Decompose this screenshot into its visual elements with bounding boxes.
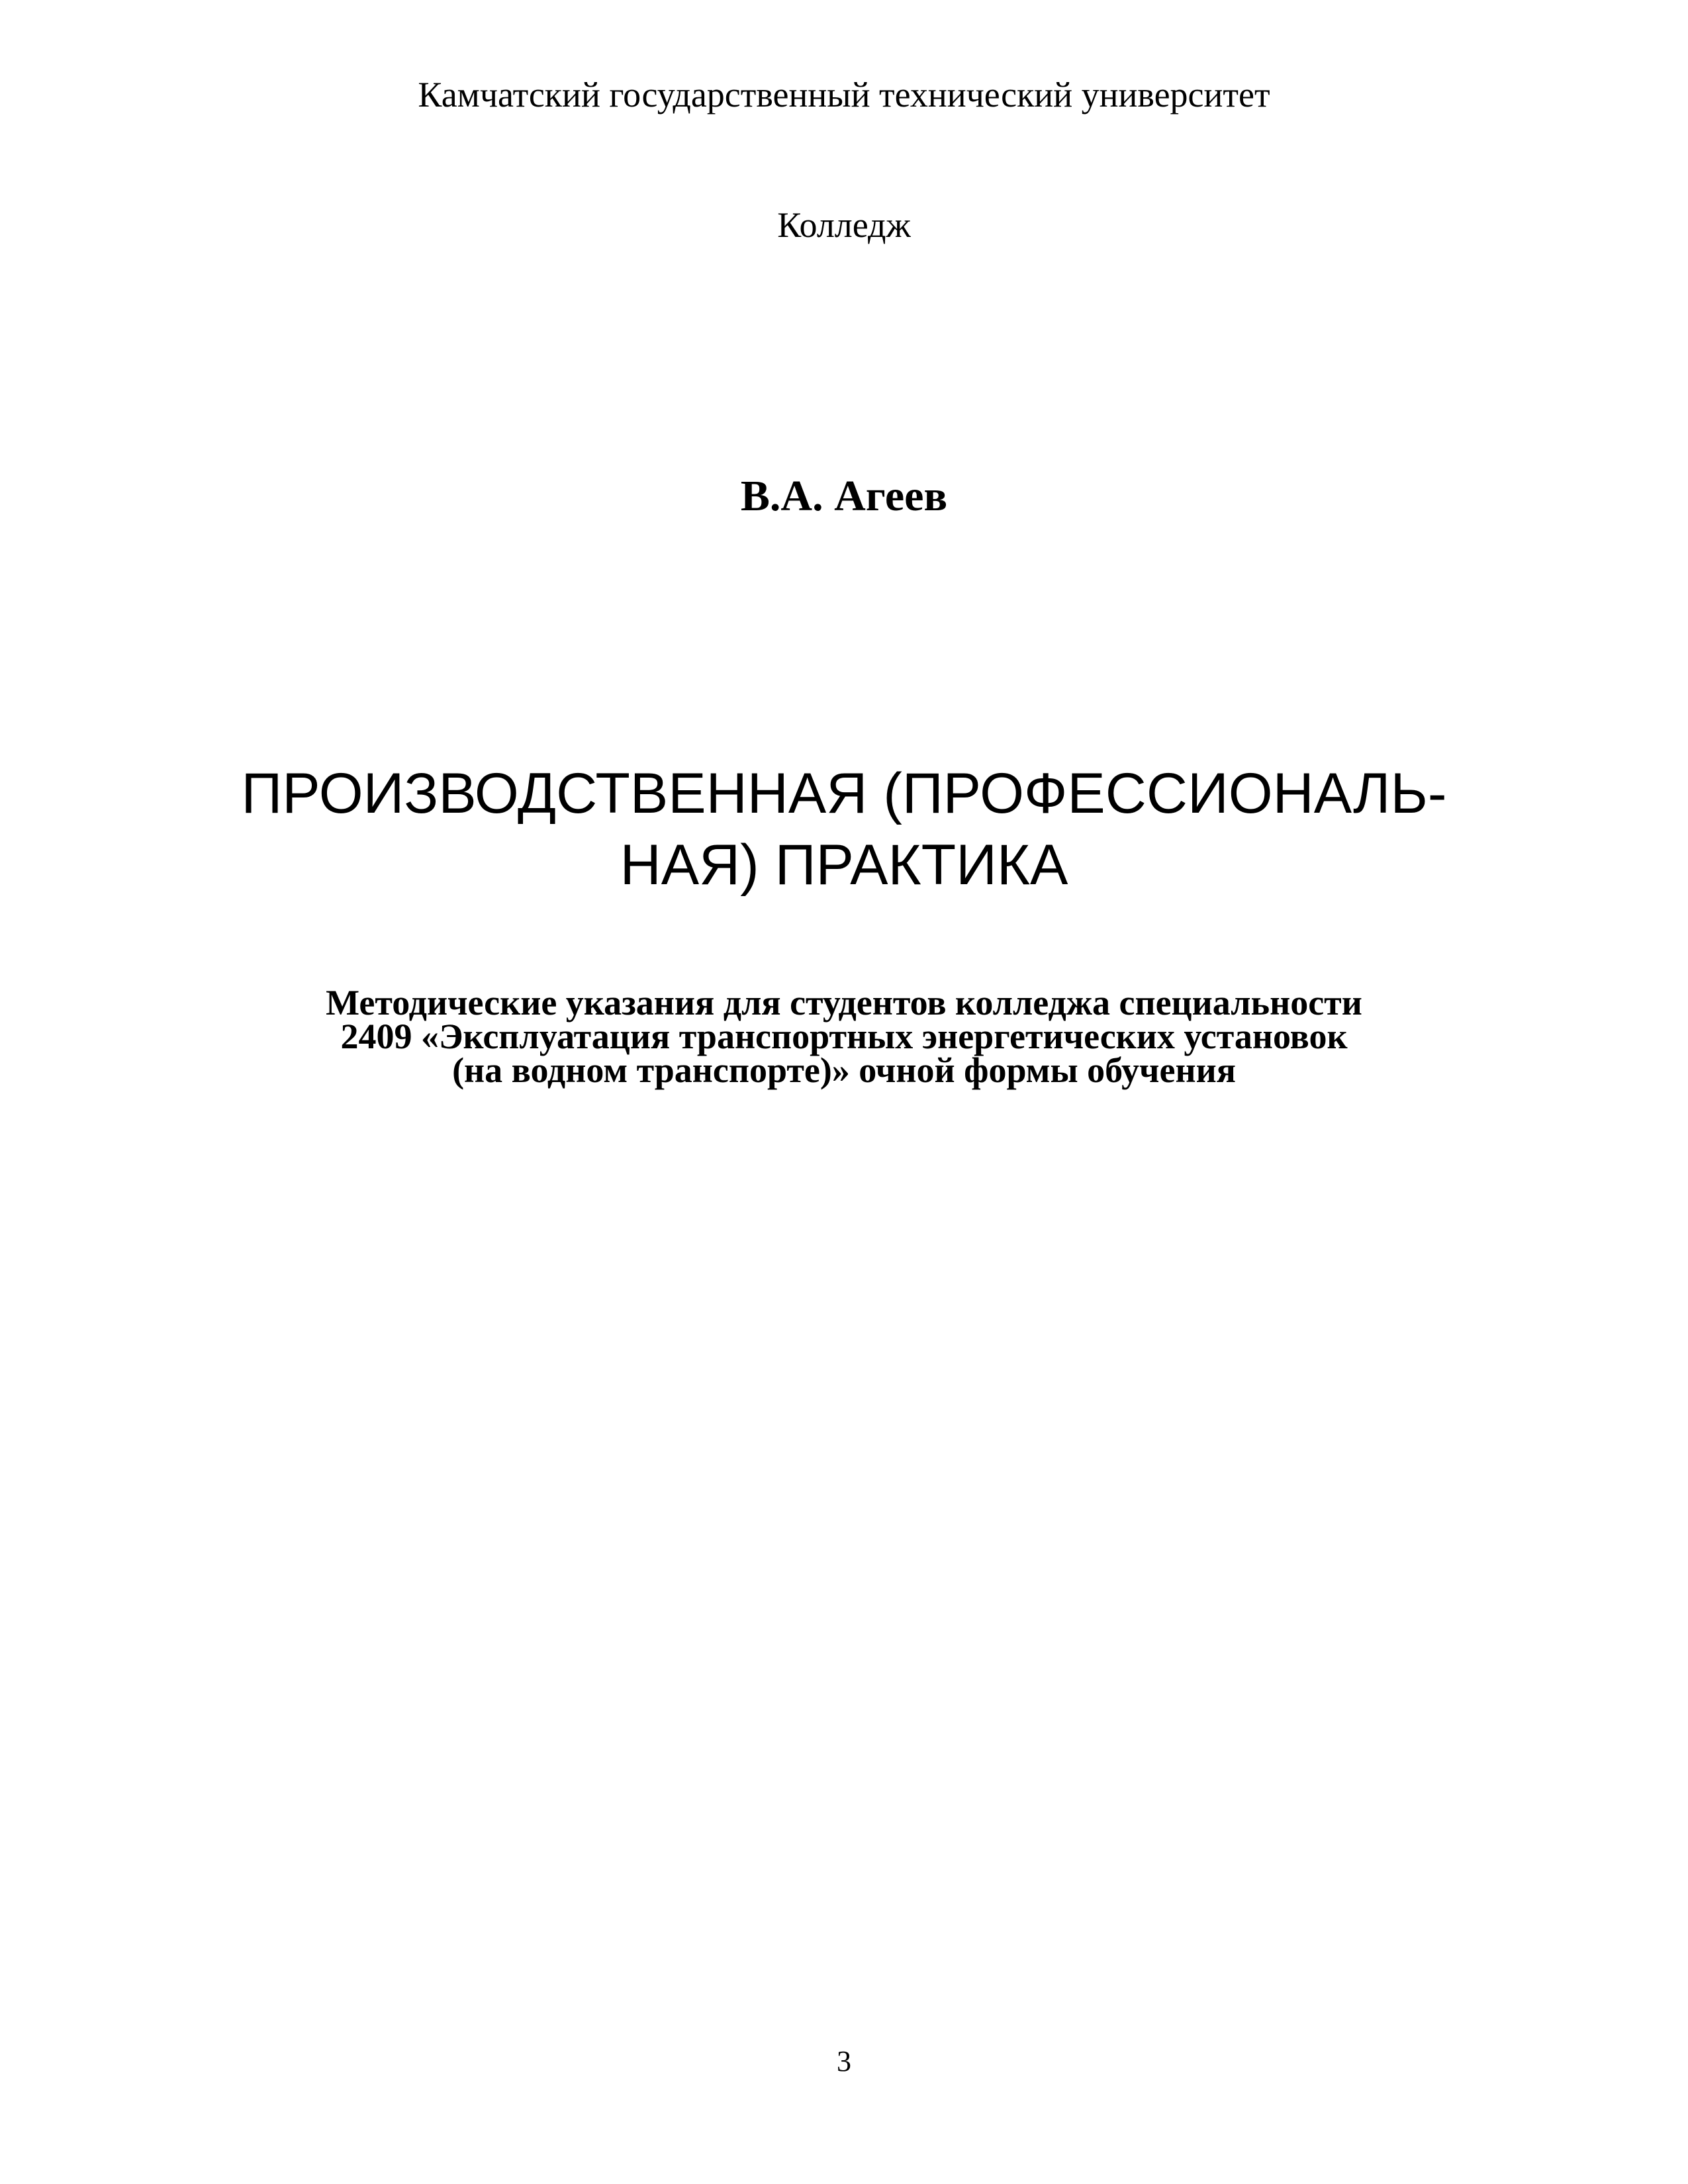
document-subtitle-line-3: (на водном транспорте)» очной формы обучения	[452, 1050, 1236, 1090]
document-title-line-1: ПРОИЗВОДСТВЕННАЯ (ПРОФЕССИОНАЛЬ-	[241, 762, 1447, 825]
document-title-line-2: НАЯ) ПРАКТИКА	[620, 833, 1068, 897]
document-subtitle	[0, 983, 1688, 1090]
document-subtitle-line-2: 2409 «Эксплуатация транспортных энергетических установок	[340, 1017, 1348, 1056]
college-name: Колледж	[777, 205, 911, 245]
author-name: В.А. Агеев	[740, 472, 948, 520]
page-number: 3	[837, 2045, 851, 2077]
document-title	[0, 758, 1688, 901]
institution-name: Камчатский государственный технический университет	[418, 75, 1270, 114]
document-subtitle-line-1: Методические указания для студентов колледжа специальности	[326, 983, 1362, 1023]
